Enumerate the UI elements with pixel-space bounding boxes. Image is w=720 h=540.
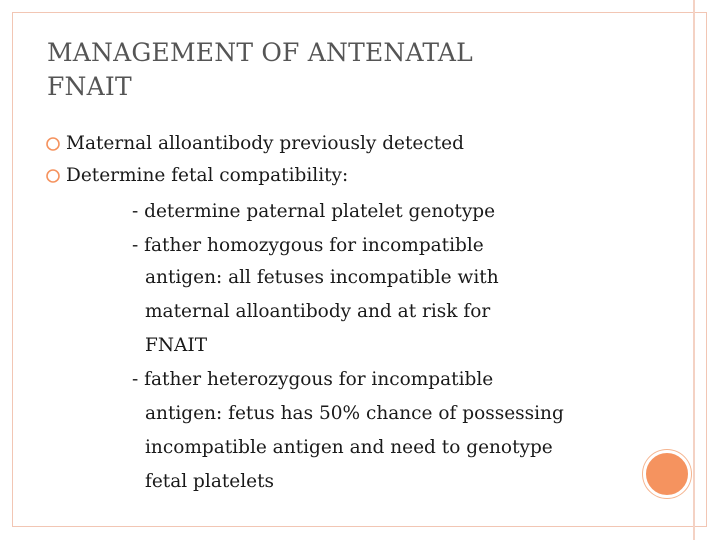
title-line-2: FNAIT	[47, 72, 132, 101]
sub-line: - father homozygous for incompatible	[132, 235, 484, 256]
sub-line: - determine paternal platelet genotype	[132, 201, 496, 222]
sub-line: - father heterozygous for incompatible	[132, 369, 494, 390]
right-rule	[693, 0, 695, 540]
decorative-circle	[643, 450, 691, 498]
sub-line: FNAIT	[145, 335, 208, 356]
bullet-item: Maternal alloantibody previously detected	[66, 133, 464, 154]
sub-line: antigen: fetus has 50% chance of possessing	[145, 403, 564, 424]
sub-line: antigen: all fetuses incompatible with	[145, 267, 499, 288]
bullet-item: Determine fetal compatibility:	[66, 165, 349, 186]
ring-bullet-icon	[44, 132, 62, 156]
slide-title	[47, 36, 473, 104]
title-line-1: MANAGEMENT OF ANTENATAL	[47, 38, 473, 67]
sub-line: maternal alloantibody and at risk for	[145, 301, 491, 322]
sub-line: fetal platelets	[145, 471, 275, 492]
sub-line: incompatible antigen and need to genotype	[145, 437, 553, 458]
ring-bullet-icon	[44, 164, 62, 188]
